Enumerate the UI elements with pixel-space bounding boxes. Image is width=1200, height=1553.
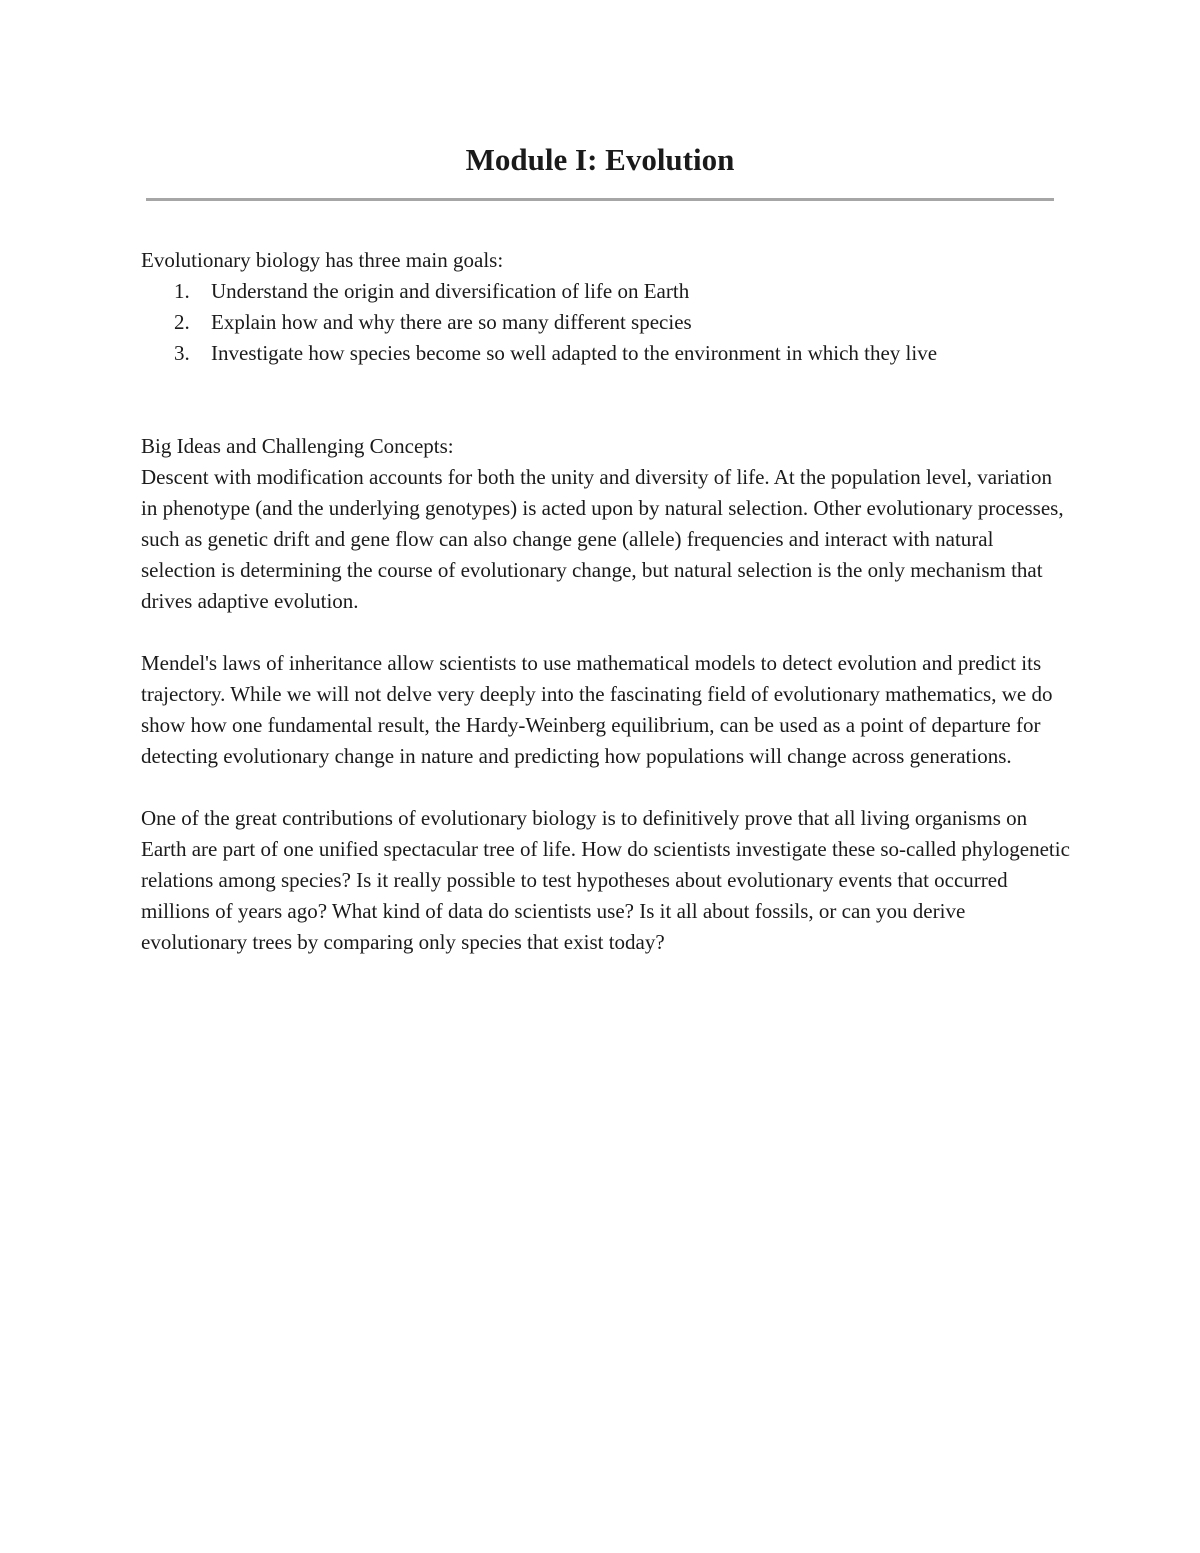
list-item [141,338,1071,369]
goals-list [141,276,1071,369]
list-item [141,307,1071,338]
spacer [141,369,1071,431]
paragraph-descent: Descent with modification accounts for both the unity and diversity of life. At the population level, variation in phenotype (and the underlying genotypes) is acted upon by natural selection. Other evolutionary processes, such as genetic drift and gene flow can also change gene (allele) frequencies and interact with natural selection is determining the course of evolutionary change, but natural selection is the only mechanism that drives adaptive evolution. [141,465,1064,613]
title-divider [146,198,1054,201]
paragraph-phylogeny: One of the great contributions of evolutionary biology is to definitively prove that all living organisms on Earth are part of one unified spectacular tree of life. How do scientists investigate these so-called phylogenetic relations among species? Is it really possible to test hypotheses about evolutionary events that occurred millions of years ago? What kind of data do scientists use? Is it all about fossils, or can you derive evolutionary trees by comparing only species that exist today? [141,806,1070,954]
paragraph-mendel: Mendel's laws of inheritance allow scientists to use mathematical models to detect evolution and predict its trajectory. While we will not delve very deeply into the fascinating field of evolutionary mathematics, we do show how one fundamental result, the Hardy-Weinberg equilibrium, can be used as a point of departure for detecting evolutionary change in nature and predicting how populations will change across generations. [141,651,1053,768]
page-title: Module I: Evolution [465,142,735,177]
goals-intro: Evolutionary biology has three main goals: [141,248,504,272]
list-item [141,276,1071,307]
list-item-text: Explain how and why there are so many different species [211,310,692,334]
list-number: 1. [174,279,190,303]
list-number: 3. [174,341,190,365]
big-ideas-heading: Big Ideas and Challenging Concepts: [141,434,454,458]
list-item-text: Understand the origin and diversification of life on Earth [211,279,690,303]
spacer [141,772,1071,803]
list-number: 2. [174,310,190,334]
list-item-text: Investigate how species become so well adapted to the environment in which they live [211,341,938,365]
spacer [141,617,1071,648]
document-body [141,245,1071,958]
